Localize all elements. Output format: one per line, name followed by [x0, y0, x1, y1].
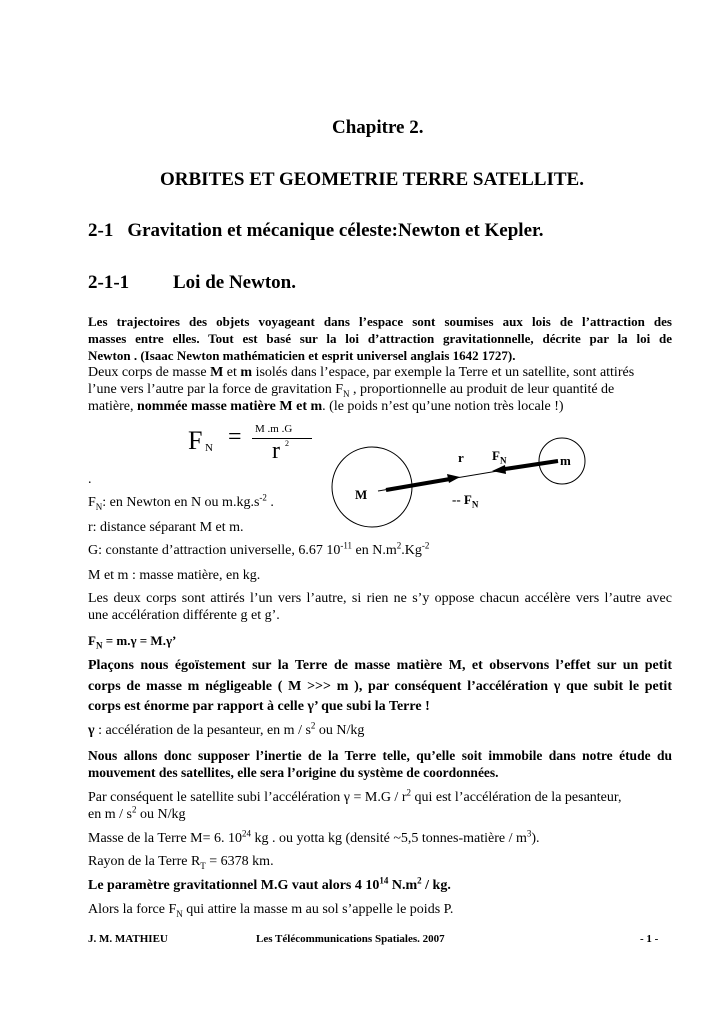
subsection-number: 2-1-1 — [88, 272, 130, 293]
paragraph-line: Alors la force $F_N$ qui attire la masse m au sol s’appelle le poids P. — [88, 902, 454, 919]
r-arrow — [386, 479, 450, 490]
footer-author: J. M. MATHIEU — [88, 933, 168, 945]
def-g: G: constante d’attraction universelle, 6.67 $10^{-11}$ en $N.m^2.Kg^{-2}$ — [88, 540, 430, 558]
earth-radius: Rayon de la Terre $R_T = 6378$ km. — [88, 854, 274, 871]
subsection-heading — [88, 272, 296, 294]
dot: . — [88, 472, 92, 487]
paragraph-line: Plaçons nous égoïstement sur la Terre de masse matière M, et observons l’effet sur un petit — [88, 658, 672, 673]
subsection-title: Loi de Newton. — [173, 272, 296, 293]
label-m: m — [560, 453, 571, 468]
gravity-diagram — [330, 425, 620, 535]
label-M: M — [355, 487, 368, 502]
paragraph-line: une accélération différente g et g’. — [88, 608, 280, 623]
intro-line: masses entre elles. Tout est basé sur la loi d’attraction gravitationnelle, décrite par la loi de — [88, 331, 672, 346]
footer-page: - 1 - — [640, 933, 659, 945]
def-gamma: γ : accélération de la pesanteur, en m / $s^2$ ou N/kg — [88, 720, 365, 738]
section-title: Gravitation et mécanique céleste:Newton et Kepler. — [127, 220, 544, 241]
paragraph-line: corps de masse m négligeable ( M >>> m ), par conséquent l’accélération γ que subit le petit — [88, 679, 672, 694]
force-arrow — [505, 461, 558, 469]
equation-fn: $F_N = m.\gamma = M.\gamma$’ — [88, 633, 177, 651]
paragraph-line: Par conséquent le satellite subi l’accélération $\gamma = M.G / r^2$ qui est l’accélération de la pesanteur, — [88, 787, 622, 805]
label-r: r — [458, 450, 464, 465]
paragraph-line: Deux corps de masse M et m isolés dans l’espace, par exemple la Terre et un satellite, sont attirés — [88, 365, 635, 380]
paragraph-line: Nous allons donc supposer l’inertie de la Terre telle, qu’elle soit immobile dans notre étude du — [88, 748, 672, 763]
document-title: ORBITES ET GEOMETRIE TERRE SATELLITE. — [160, 169, 584, 190]
def-mm: M et m : masse matière, en kg. — [88, 568, 261, 583]
label-fn: $F_N$ — [492, 448, 507, 466]
newton-formula: F N = M .m .G r 2 — [188, 420, 318, 470]
paragraph-line: matière, nommée masse matière M et m. (le poids n’est qu’une notion très locale !) — [88, 399, 564, 414]
intro-line: Les trajectoires des objets voyageant dans l’espace sont soumises aux lois de l’attraction des — [88, 314, 672, 329]
paragraph-line: Les deux corps sont attirés l’un vers l’autre, si rien ne s’y oppose chacun accélère vers l’autre avec — [88, 591, 672, 606]
gravitational-parameter: Le paramètre gravitationnel M.G vaut alors 4 $10^{14}$ $N.m^2$ / kg. — [88, 875, 451, 893]
paragraph-line: corps est énorme par rapport à celle γ’ que subi la Terre ! — [88, 699, 430, 714]
def-fn: $F_N$: en Newton en N ou $m.kg.s^{-2}$ . — [88, 492, 274, 512]
earth-mass: Masse de la Terre M= 6. $10^{24}$ kg . ou yotta kg (densité ~5,5 tonnes-matière / $m^3$). — [88, 828, 540, 846]
paragraph-line: mouvement des satellites, elle sera l’origine du système de coordonnées. — [88, 765, 499, 780]
def-r: r: distance séparant M et m. — [88, 520, 244, 535]
intro-line: Newton . (Isaac Newton mathématicien et esprit universel anglais 1642 1727). — [88, 348, 516, 363]
chapter-title: Chapitre 2. — [332, 117, 424, 138]
paragraph-line: en m / $s^2$ ou N/kg — [88, 804, 186, 822]
section-heading — [88, 220, 543, 242]
paragraph-line: l’une vers l’autre par la force de gravitation $F_N$ , proportionnelle au produit de leur quantité de — [88, 382, 615, 399]
label-neg-fn: -- $F_N$ — [452, 492, 479, 510]
section-number: 2-1 — [88, 220, 114, 241]
footer-title: Les Télécommunications Spatiales. 2007 — [256, 933, 445, 945]
